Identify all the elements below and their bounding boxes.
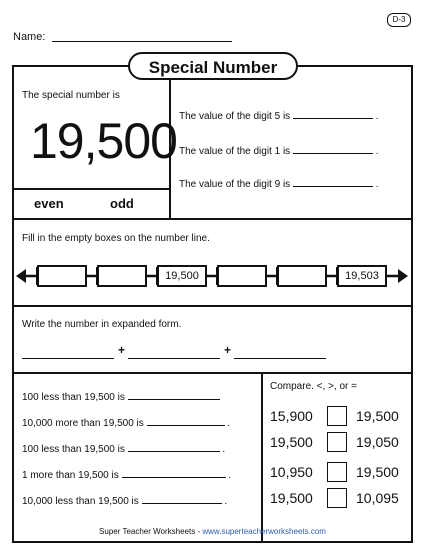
number-line-box: 19,500 <box>157 265 207 287</box>
footer-brand: Super Teacher Worksheets - <box>99 527 203 536</box>
compare-left: 19,500 <box>270 434 313 450</box>
plus-sign: + <box>118 343 126 357</box>
statement-row <box>22 496 227 507</box>
digit-question-text: The value of the digit 1 is <box>179 146 291 157</box>
special-intro: The special number is <box>22 90 120 101</box>
question-end: . <box>375 146 379 157</box>
compare-box[interactable] <box>327 462 347 482</box>
question-end: . <box>375 179 379 190</box>
compare-left: 15,900 <box>270 408 313 424</box>
statement-text: 1 more than 19,500 is <box>22 470 119 481</box>
answer-blank[interactable] <box>293 118 373 119</box>
expanded-blank[interactable] <box>128 358 220 359</box>
answer-blank[interactable] <box>293 153 373 154</box>
compare-left: 10,950 <box>270 464 313 480</box>
number-line-instruction: Fill in the empty boxes on the number line. <box>22 233 210 244</box>
section-divider-3 <box>13 372 412 374</box>
statement-row <box>22 470 231 481</box>
number-line-box[interactable] <box>37 265 87 287</box>
question-end: . <box>375 111 379 122</box>
statement-row <box>22 418 230 429</box>
name-label: Name: <box>13 31 46 43</box>
expanded-blank[interactable] <box>234 358 326 359</box>
compare-box[interactable] <box>327 432 347 452</box>
section-divider-1 <box>13 218 412 220</box>
statement-text: 100 less than 19,500 is <box>22 444 125 455</box>
compare-box[interactable] <box>327 406 347 426</box>
compare-right: 19,500 <box>356 464 399 480</box>
section-divider-2 <box>13 305 412 307</box>
number-line-box[interactable] <box>277 265 327 287</box>
answer-blank[interactable] <box>293 186 373 187</box>
footer-url[interactable]: www.superteacherworksheets.com <box>202 527 326 536</box>
compare-right: 10,095 <box>356 490 399 506</box>
statement-end: . <box>227 418 231 429</box>
expanded-blank[interactable] <box>22 358 114 359</box>
worksheet-code-badge: D-3 <box>387 13 411 27</box>
number-line-box[interactable] <box>97 265 147 287</box>
page-title: Special Number <box>128 52 298 80</box>
digit-question-2 <box>179 146 379 157</box>
statement-text: 10,000 less than 19,500 is <box>22 496 139 507</box>
statement-text: 10,000 more than 19,500 is <box>22 418 144 429</box>
statement-end: . <box>222 444 226 455</box>
compare-prompt: Compare. <, >, or = <box>270 381 357 392</box>
answer-blank[interactable] <box>128 399 220 400</box>
name-line[interactable] <box>52 41 232 42</box>
statement-end: . <box>224 496 228 507</box>
parity-divider <box>13 188 170 190</box>
digit-question-text: The value of the digit 5 is <box>179 111 291 122</box>
statement-row <box>22 392 220 403</box>
answer-blank[interactable] <box>128 451 220 452</box>
statement-end: . <box>228 470 232 481</box>
compare-box[interactable] <box>327 488 347 508</box>
answer-blank[interactable] <box>142 503 222 504</box>
answer-blank[interactable] <box>147 425 225 426</box>
compare-divider-vertical <box>261 373 263 542</box>
digit-question-3 <box>179 179 379 190</box>
compare-left: 19,500 <box>270 490 313 506</box>
footer <box>0 527 425 536</box>
special-number: 19,500 <box>30 113 177 169</box>
plus-sign: + <box>224 343 232 357</box>
digit-question-1 <box>179 111 379 122</box>
even-option[interactable]: even <box>34 196 64 211</box>
statement-row <box>22 444 225 455</box>
compare-right: 19,500 <box>356 408 399 424</box>
number-line-box[interactable] <box>217 265 267 287</box>
statement-text: 100 less than 19,500 is <box>22 392 125 403</box>
digit-question-text: The value of the digit 9 is <box>179 179 291 190</box>
number-line-box: 19,503 <box>337 265 387 287</box>
expanded-instruction: Write the number in expanded form. <box>22 319 182 330</box>
compare-right: 19,050 <box>356 434 399 450</box>
answer-blank[interactable] <box>122 477 226 478</box>
odd-option[interactable]: odd <box>110 196 134 211</box>
